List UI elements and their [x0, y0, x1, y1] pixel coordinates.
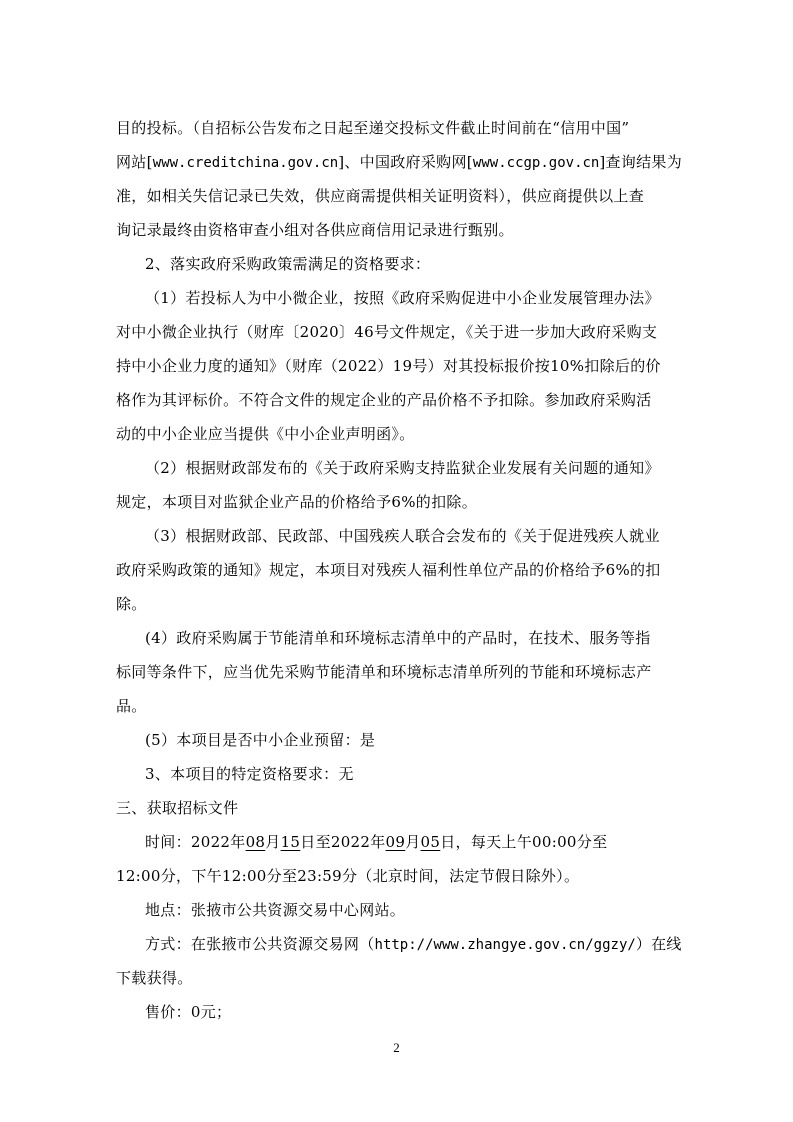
- paragraph-line: [116, 322, 657, 342]
- text: 准，如相关失信记录已失效，供应商需提供相关证明资料），供应商提供以上查: [116, 187, 645, 205]
- text: 方式：在张掖市公共资源交易网（: [145, 935, 375, 953]
- text: 时间：2022年: [145, 833, 246, 851]
- paragraph-line: [116, 662, 652, 682]
- text: 月: [265, 833, 281, 851]
- text: 售价：0元；: [145, 1003, 232, 1021]
- text: 2、落实政府采购政策需满足的资格要求：: [145, 255, 431, 273]
- text: 地点：张掖市公共资源交易中心网站。: [145, 901, 406, 919]
- paragraph-line: [145, 1002, 231, 1022]
- end-day: 05: [420, 833, 441, 851]
- paragraph-line: [116, 560, 661, 580]
- text: ]查询结果为: [599, 153, 683, 171]
- text: (4）政府采购属于节能清单和环境标志清单中的产品时，在技术、服务等指: [145, 629, 651, 647]
- paragraph-line: [145, 526, 660, 546]
- paragraph-line: [116, 118, 629, 138]
- text: 下载获得。: [116, 969, 193, 987]
- end-month: 09: [385, 833, 406, 851]
- text: 标同等条件下，应当优先采购节能清单和环境标志清单所列的节能和环境标志产: [116, 663, 652, 681]
- text: 月: [405, 833, 421, 851]
- page-number: 2: [393, 1040, 400, 1055]
- paragraph-line: [145, 832, 607, 852]
- paragraph-line: [116, 186, 644, 206]
- text: 政府采购政策的通知》规定，本项目对残疾人福利性单位产品的价格给予6%的扣: [116, 561, 661, 579]
- text: （2）根据财政部发布的《关于政府采购支持监狱企业发展有关问题的通知》: [145, 459, 660, 477]
- creditchina-url: www.creditchina.gov.cn: [152, 155, 339, 171]
- paragraph-line: [145, 288, 660, 308]
- text: 规定，本项目对监狱企业产品的价格给予6%的扣除。: [116, 493, 477, 511]
- text: ]、中国政府采购网[: [338, 153, 473, 171]
- text: 网站[: [116, 153, 153, 171]
- text: 动的中小企业应当提供《中小企业声明函》。: [116, 425, 415, 443]
- text: 3、本项目的特定资格要求：无: [145, 765, 354, 783]
- paragraph-line: [145, 934, 682, 955]
- paragraph-line: [145, 730, 375, 750]
- text: 目的投标。（自招标公告发布之日起至递交投标文件截止时间前在“信用中国”: [116, 119, 630, 137]
- text: （3）根据财政部、民政部、中国残疾人联合会发布的《关于促进残疾人就业: [145, 527, 660, 545]
- text: 询记录最终由资格审查小组对各供应商信用记录进行甄别。: [116, 221, 514, 239]
- paragraph-line: [145, 628, 651, 648]
- text: 格作为其评标价。不符合文件的规定企业的产品价格不予扣除。参加政府采购活: [116, 391, 652, 409]
- start-month: 08: [245, 833, 266, 851]
- paragraph-line: [116, 968, 193, 988]
- text: (5）本项目是否中小企业预留：是: [145, 731, 376, 749]
- text: 日至2022年: [300, 833, 386, 851]
- paragraph-line: [116, 866, 579, 886]
- text: （1）若投标人为中小微企业，按照《政府采购促进中小企业发展管理办法》: [145, 289, 660, 307]
- text: ）在线: [635, 935, 682, 953]
- text: 日，每天上午00:00分至: [440, 833, 608, 851]
- paragraph-line: [145, 900, 405, 920]
- text: 品。: [116, 697, 147, 715]
- paragraph-line: [116, 594, 147, 614]
- paragraph-line: [116, 152, 682, 173]
- text: 对中小微企业执行（财库〔2020〕46号文件规定，《关于进一步加大政府采购支: [116, 323, 658, 341]
- paragraph-line: [145, 458, 660, 478]
- start-day: 15: [280, 833, 301, 851]
- paragraph-line: [116, 492, 477, 512]
- text: 除。: [116, 595, 147, 613]
- paragraph-line: [116, 424, 415, 444]
- section-heading: [145, 254, 430, 274]
- text: 三、获取招标文件: [116, 799, 239, 817]
- chapter-heading: [116, 798, 238, 818]
- paragraph-line: [116, 220, 514, 240]
- paragraph-line: [116, 696, 147, 716]
- paragraph-line: [116, 356, 661, 376]
- ccgp-url: www.ccgp.gov.cn: [472, 155, 600, 171]
- paragraph-line: [116, 390, 652, 410]
- text: 持中小企业力度的通知》（财库（2022）19号）对其投标报价按10%扣除后的价: [116, 357, 661, 375]
- section-heading: [145, 764, 354, 784]
- text: 12:00分，下午12:00分至23:59分（北京时间，法定节假日除外）。: [116, 867, 580, 885]
- zhangye-url: http://www.zhangye.gov.cn/ggzy/: [374, 937, 636, 953]
